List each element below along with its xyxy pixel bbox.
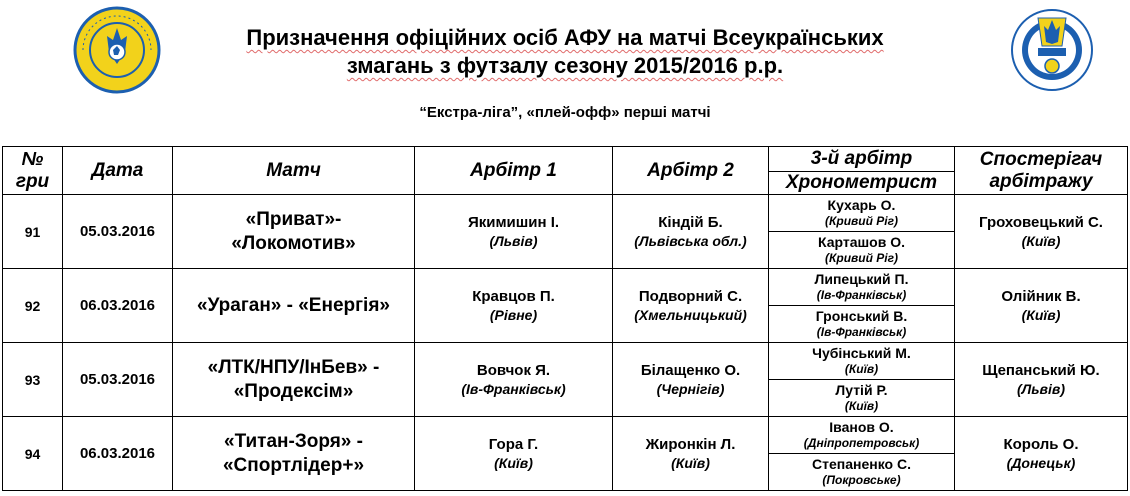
referee-name: Кухарь О. [827, 197, 896, 213]
referee-name: Вовчок Я. [476, 361, 551, 379]
header-referee-1: Арбітр 1 [415, 147, 613, 195]
observer-name: Олійник В. [1001, 287, 1081, 305]
referee-name: Іванов О. [829, 419, 894, 435]
document-title [160, 24, 970, 80]
referee-city: (Дніпропетровськ) [803, 436, 920, 450]
timekeeper-cell [769, 380, 955, 417]
referee-city: (Київ) [671, 454, 710, 471]
observer-name: Король О. [1003, 435, 1079, 453]
referee-2-cell [613, 417, 769, 491]
referee-city: (Київ) [494, 454, 533, 471]
date-cell: 05.03.2016 [63, 343, 173, 417]
referee-city: (Чернігів) [656, 380, 725, 397]
match-cell [173, 343, 415, 417]
timekeeper-city: (Київ) [844, 399, 879, 413]
referee-city: (Львів) [489, 232, 538, 249]
table-row [3, 269, 1128, 306]
match-line: «Ураган» - «Енергія» [197, 294, 390, 316]
referees-committee-emblem-icon [1008, 4, 1096, 92]
match-cell [173, 195, 415, 269]
table-row [3, 417, 1128, 454]
referee-name: Кравцов П. [472, 287, 555, 305]
header-referee-2: Арбітр 2 [613, 147, 769, 195]
header-date: Дата [63, 147, 173, 195]
header-game-number: № гри [3, 147, 63, 195]
game-number-cell: 93 [3, 343, 63, 417]
game-number-cell: 94 [3, 417, 63, 491]
observer-cell [955, 269, 1128, 343]
match-line: «Титан-Зоря» - [224, 430, 363, 452]
futsal-association-emblem-icon [73, 6, 161, 94]
observer-name: Гроховецький С. [979, 213, 1103, 231]
date-cell: 06.03.2016 [63, 269, 173, 343]
referee-2-cell [613, 269, 769, 343]
referee-city: (Ів-Франківськ) [461, 380, 566, 397]
table-row [3, 195, 1128, 232]
third-referee-cell [769, 269, 955, 306]
referee-name: Гора Г. [488, 435, 539, 453]
referee-2-cell [613, 343, 769, 417]
timekeeper-city: (Ів-Франківськ) [816, 325, 907, 339]
observer-cell [955, 195, 1128, 269]
match-line: «Приват»- [245, 208, 342, 230]
date-cell: 06.03.2016 [63, 417, 173, 491]
match-line: «Локомотив» [231, 232, 356, 254]
referee-1-cell [415, 343, 613, 417]
futsal-association-logo [73, 6, 161, 94]
game-number-cell: 92 [3, 269, 63, 343]
observer-city: (Донецьк) [1006, 454, 1076, 471]
referee-name: Якимишин І. [467, 213, 560, 231]
header-observer: Спостерігач арбітражу [955, 147, 1128, 195]
referee-name: Чубінський М. [812, 345, 911, 361]
timekeeper-name: Гронський В. [815, 308, 908, 324]
timekeeper-cell [769, 232, 955, 269]
title-line-1: Призначення офіційних осіб АФУ на матчі Всеукраїнських [246, 25, 884, 50]
referee-1-cell [415, 195, 613, 269]
match-line: «Продексім» [233, 380, 354, 402]
observer-cell [955, 343, 1128, 417]
referee-city: (Ів-Франківськ) [816, 288, 907, 302]
header-match: Матч [173, 147, 415, 195]
game-number-cell: 91 [3, 195, 63, 269]
table-row [3, 343, 1128, 380]
third-referee-cell [769, 417, 955, 454]
referee-name: Липецький П. [814, 271, 909, 287]
timekeeper-cell [769, 454, 955, 491]
referee-2-cell [613, 195, 769, 269]
third-referee-cell [769, 195, 955, 232]
referee-appointments-table [2, 146, 1128, 491]
observer-name: Щепанський Ю. [982, 361, 1100, 379]
referee-name: Білащенко О. [640, 361, 741, 379]
header-third-referee: 3-й арбітр [769, 147, 955, 172]
referee-city: (Київ) [844, 362, 879, 376]
third-referee-cell [769, 343, 955, 380]
timekeeper-cell [769, 306, 955, 343]
match-cell [173, 417, 415, 491]
referee-city: (Львівська обл.) [634, 232, 747, 249]
referee-1-cell [415, 417, 613, 491]
match-line: «ЛТК/НПУ/ІнБев» - [207, 356, 380, 378]
referee-name: Подворний С. [638, 287, 743, 305]
title-line-2: змагань з футзалу сезону 2015/2016 р.р. [346, 53, 784, 78]
observer-cell [955, 417, 1128, 491]
referee-city: (Кривий Ріг) [824, 214, 898, 228]
timekeeper-name: Степаненко С. [812, 456, 911, 472]
document-subtitle: “Екстра-ліга”, «плей-офф» перші матчі [419, 104, 711, 121]
referee-name: Кіндій Б. [658, 213, 723, 231]
match-cell [173, 269, 415, 343]
referee-city: (Хмельницький) [634, 306, 747, 323]
date-cell: 05.03.2016 [63, 195, 173, 269]
referees-committee-logo [1008, 4, 1096, 92]
timekeeper-city: (Кривий Ріг) [824, 251, 898, 265]
timekeeper-name: Лутій Р. [835, 382, 888, 398]
observer-city: (Київ) [1021, 232, 1061, 249]
header-timekeeper: Хронометрист [769, 172, 955, 195]
timekeeper-city: (Покровське) [822, 473, 901, 487]
observer-city: (Львів) [1016, 380, 1066, 397]
referee-city: (Рівне) [489, 306, 538, 323]
timekeeper-name: Карташов О. [817, 234, 905, 250]
referee-1-cell [415, 269, 613, 343]
referee-name: Жиронкін Л. [645, 435, 736, 453]
match-line: «Спортлідер+» [222, 454, 365, 476]
observer-city: (Київ) [1021, 306, 1061, 323]
